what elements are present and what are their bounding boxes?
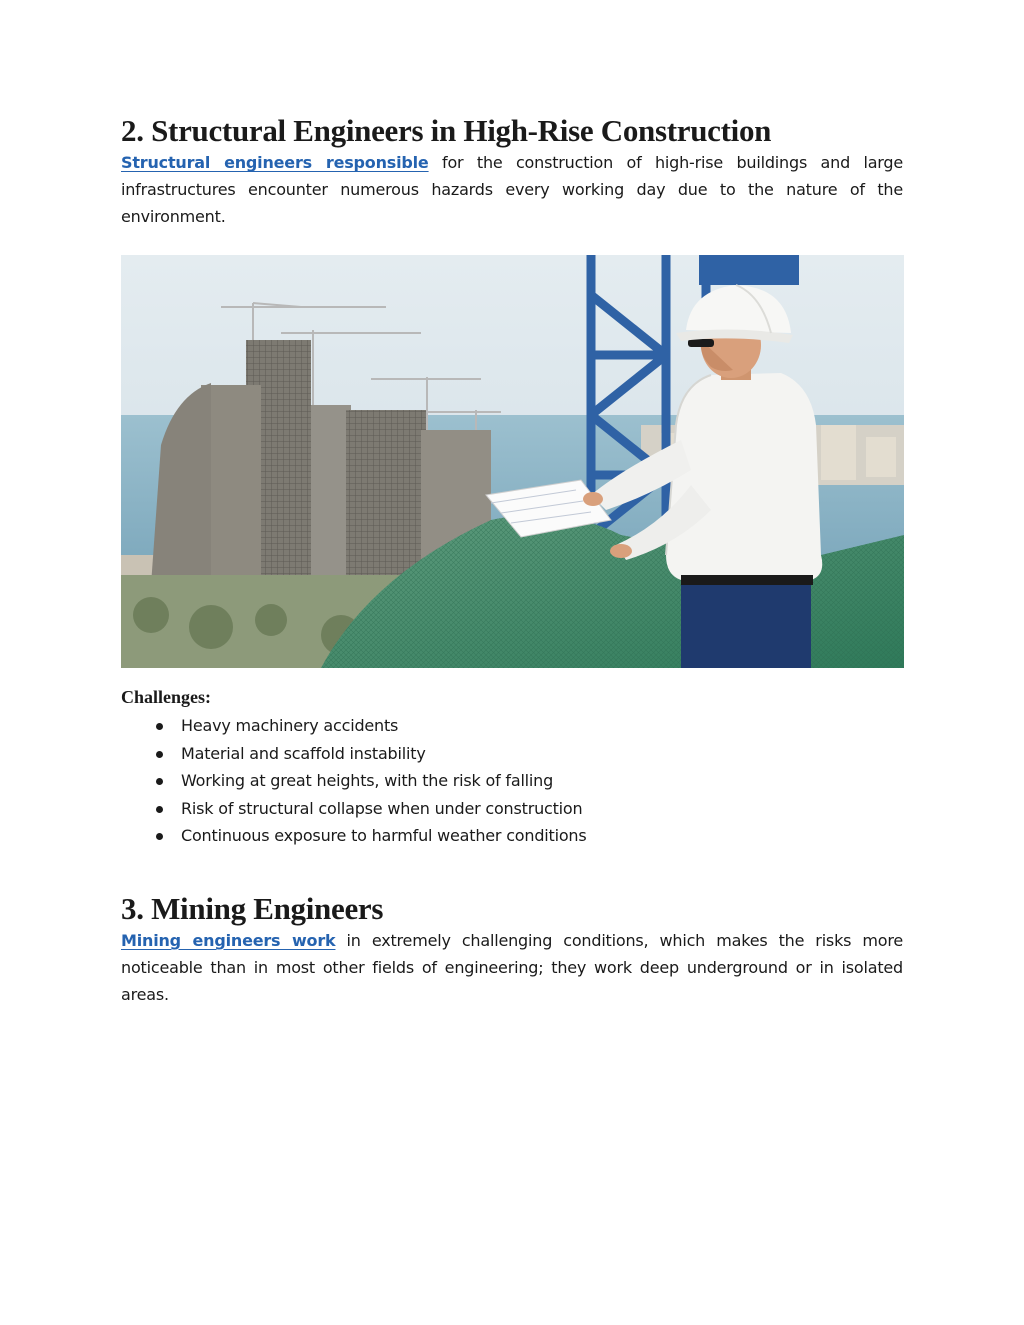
mining-engineers-link[interactable]: Mining engineers work bbox=[121, 930, 336, 950]
bullet-icon bbox=[156, 723, 163, 730]
list-item: Material and scaffold instability bbox=[121, 740, 903, 768]
bullet-icon bbox=[156, 833, 163, 840]
structural-engineers-link[interactable]: Structural engineers responsible bbox=[121, 153, 429, 173]
list-item: Risk of structural collapse when under construction bbox=[121, 795, 903, 823]
list-item: Heavy machinery accidents bbox=[121, 712, 903, 740]
section-heading-mining: 3. Mining Engineers bbox=[121, 890, 384, 926]
mining-paragraph-text: in extremely challenging conditions, which makes the risks more noticeable than in most other fields of engineering; they work deep underground or in isolated areas. bbox=[121, 930, 904, 1004]
list-item: Continuous exposure to harmful weather conditions bbox=[121, 822, 903, 850]
structural-paragraph-text: for the construction of high-rise buildings and large infrastructures encounter numerous hazards every working day due to the nature of the environment. bbox=[121, 153, 904, 227]
challenges-list bbox=[121, 712, 903, 850]
list-item: Working at great heights, with the risk of falling bbox=[121, 767, 903, 795]
structural-paragraph bbox=[121, 149, 903, 230]
document-page bbox=[121, 112, 903, 1008]
construction-engineer-photo bbox=[121, 255, 904, 668]
mining-paragraph bbox=[121, 927, 903, 1008]
bullet-icon bbox=[156, 751, 163, 758]
challenges-label: Challenges: bbox=[121, 687, 211, 708]
bullet-icon bbox=[156, 806, 163, 813]
section-heading-structural: 2. Structural Engineers in High-Rise Construction bbox=[121, 113, 772, 148]
bullet-icon bbox=[156, 778, 163, 785]
mining-section bbox=[121, 890, 903, 1008]
